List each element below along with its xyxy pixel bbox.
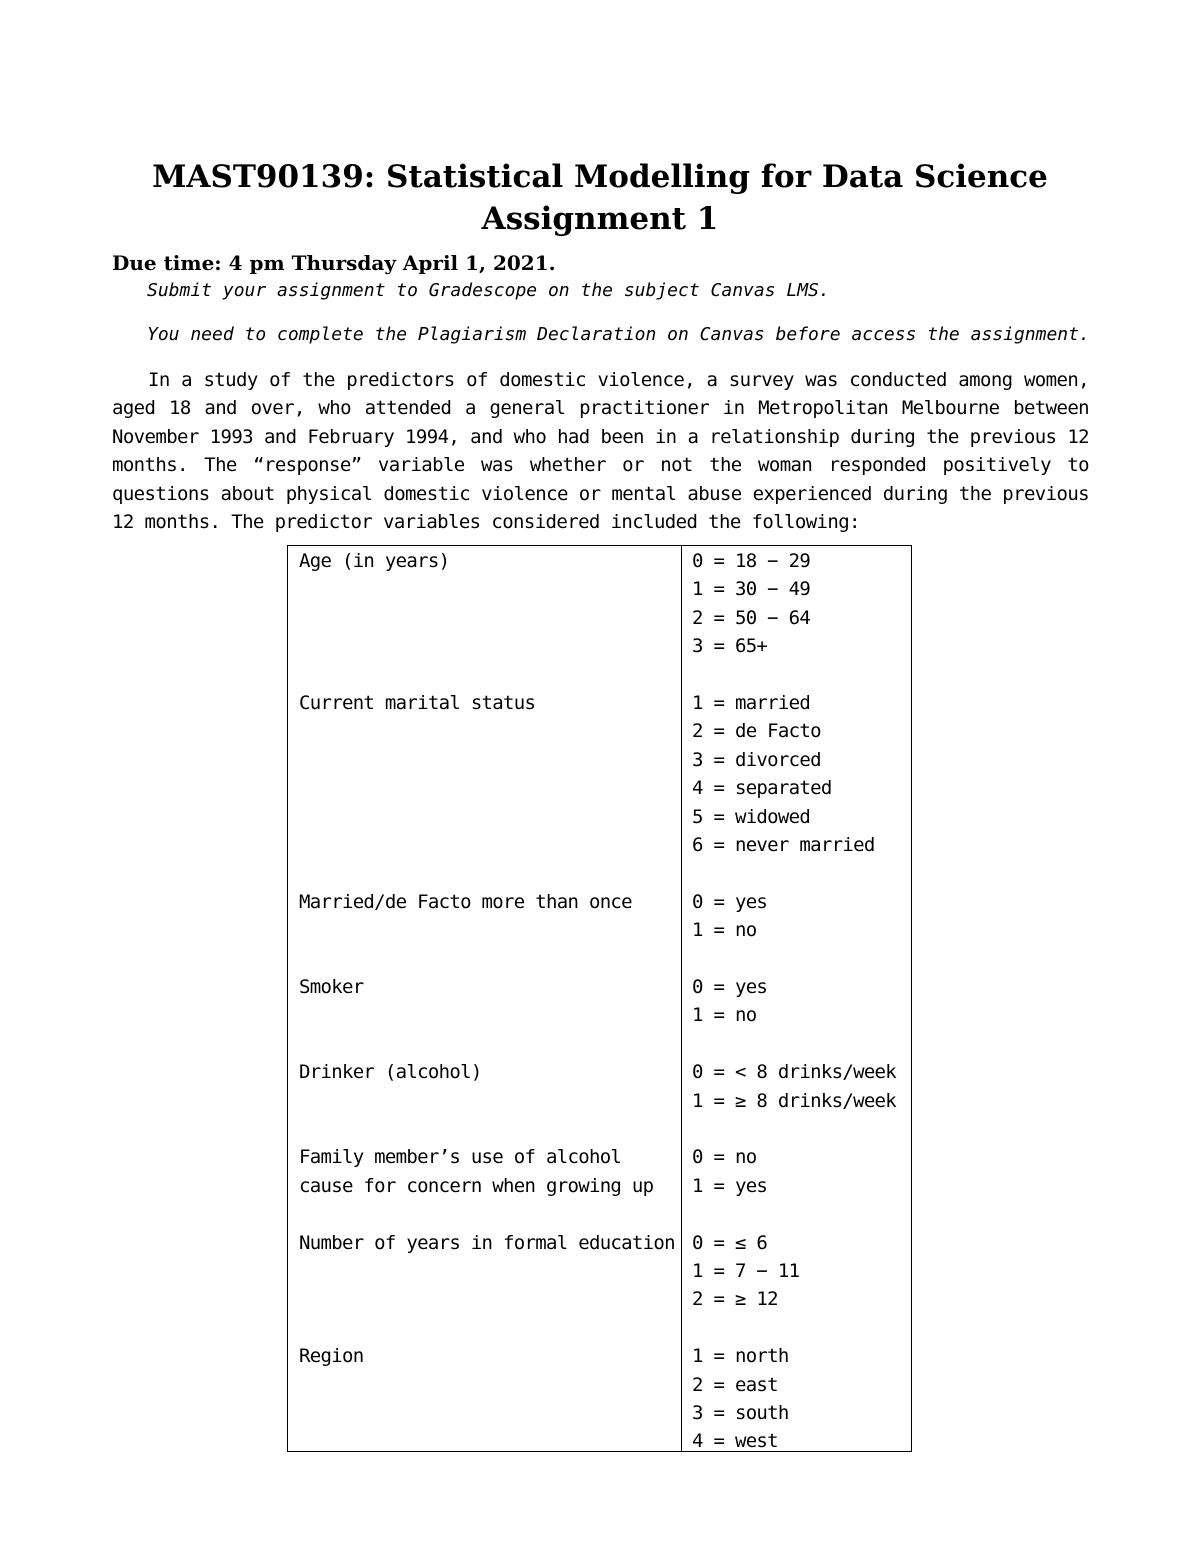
variable-codes	[692, 1342, 907, 1456]
variable-code: 1 = no	[692, 919, 757, 942]
variable-name-line: Family member’s use of alcohol	[299, 1146, 622, 1169]
variable-name-line: Smoker	[299, 976, 364, 998]
variable-name	[299, 1058, 679, 1086]
variable-name	[299, 1229, 679, 1257]
document-title: MAST90139: Statistical Modelling for Data Science	[152, 159, 1048, 195]
variable-code: 3 = 65+	[692, 635, 768, 658]
variable-code: 0 = < 8 drinks/week	[692, 1061, 897, 1084]
variable-code: 0 = ≤ 6	[692, 1231, 768, 1254]
variable-codes	[692, 1058, 907, 1115]
variable-name	[299, 1143, 679, 1200]
variable-codes	[692, 973, 907, 1030]
table-column-divider	[681, 546, 682, 1451]
submit-note: Submit your assignment to Gradescope on the subject Canvas LMS.	[147, 280, 830, 301]
variable-code: 1 = ≥ 8 drinks/week	[692, 1089, 897, 1112]
intro-paragraph: In a study of the predictors of domestic violence, a survey was conducted among women, aged 18 and over, who attended a general practitioner in Metropolitan Melbourne between November 1993 and February 1994, and who had been in a relationship during the previous 12 months. The “response” variable was whether or not the woman responded positively to questions about physical domestic violence or mental abuse experienced during the previous 12 months. The predictor variables considered included the following:	[112, 369, 1089, 534]
variable-code: 0 = yes	[692, 890, 768, 913]
variable-codes	[692, 547, 907, 661]
variable-name-line: cause for concern when growing up	[299, 1174, 654, 1197]
variable-name-line: Drinker (alcohol)	[299, 1061, 482, 1084]
variable-code: 3 = divorced	[692, 748, 821, 771]
variable-code: 2 = east	[692, 1373, 778, 1396]
variable-name-line: Married/de Facto more than once	[299, 890, 632, 913]
variable-code: 1 = yes	[692, 1174, 768, 1197]
variable-name	[299, 888, 679, 916]
variable-codes	[692, 1229, 907, 1314]
variable-codes	[692, 689, 907, 859]
variable-codes	[692, 1143, 907, 1200]
variable-code: 2 = de Facto	[692, 720, 821, 743]
predictor-variables-table	[287, 545, 912, 1452]
variable-name	[299, 1342, 679, 1370]
variable-code: 6 = never married	[692, 833, 875, 856]
variable-name	[299, 973, 679, 1001]
variable-name-line: Age (in years)	[299, 550, 450, 572]
variable-code: 0 = no	[692, 1146, 757, 1169]
variable-codes	[692, 888, 907, 945]
variable-name-line: Current marital status	[299, 692, 536, 714]
variable-name-line: Number of years in formal education	[299, 1231, 675, 1254]
variable-name-line: Region	[299, 1345, 364, 1368]
variable-name	[299, 547, 679, 575]
variable-code: 1 = 7 − 11	[692, 1259, 800, 1282]
variable-code: 1 = married	[692, 692, 811, 714]
plagiarism-note: You need to complete the Plagiarism Declaration on Canvas before access the assignment.	[147, 324, 1090, 345]
variable-code: 3 = south	[692, 1401, 789, 1424]
variable-code: 4 = west	[692, 1430, 778, 1453]
variable-code: 1 = north	[692, 1345, 789, 1368]
variable-code: 0 = 18 − 29	[692, 550, 811, 572]
document-subtitle: Assignment 1	[481, 201, 719, 237]
variable-code: 2 = 50 − 64	[692, 606, 811, 629]
variable-code: 2 = ≥ 12	[692, 1288, 778, 1311]
due-time: Due time: 4 pm Thursday April 1, 2021.	[112, 251, 556, 275]
variable-name	[299, 689, 679, 717]
variable-code: 1 = no	[692, 1004, 757, 1027]
variable-code: 4 = separated	[692, 777, 832, 800]
variable-code: 0 = yes	[692, 976, 768, 998]
variable-code: 1 = 30 − 49	[692, 578, 811, 601]
variable-code: 5 = widowed	[692, 805, 811, 828]
